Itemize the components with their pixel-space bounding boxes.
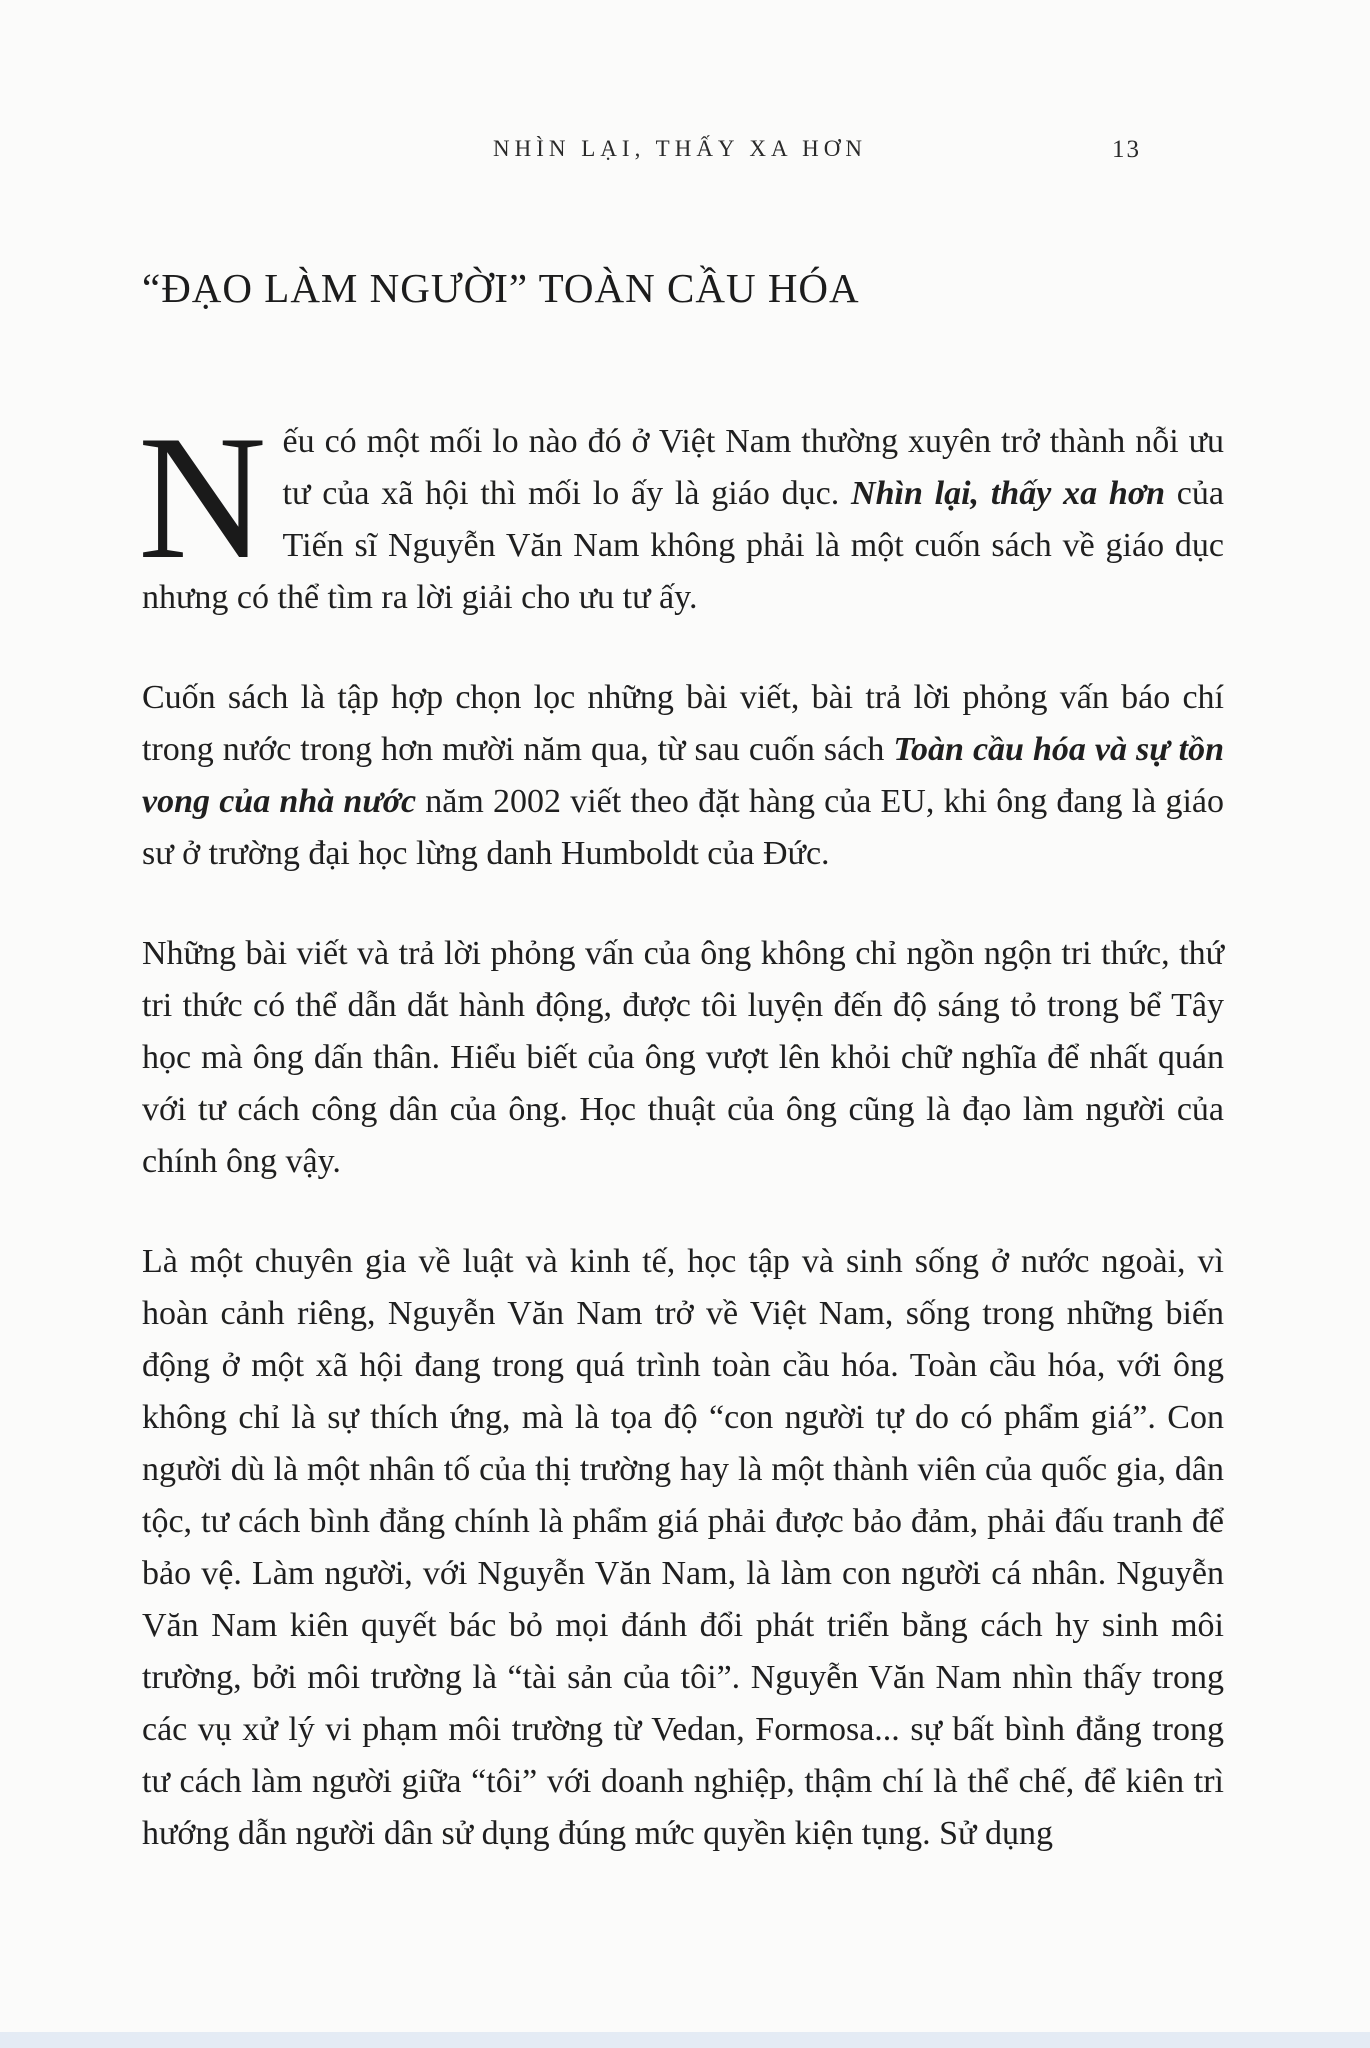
chapter-title: “ĐẠO LÀM NGƯỜI” TOÀN CẦU HÓA [142, 265, 860, 311]
book-title-italic: Nhìn lại, thấy xa hơn [851, 475, 1165, 512]
paragraph-2-text-a: Cuốn sách là tập hợp chọn lọc những bài viết, bài trả lời phỏng vấn báo chí trong nước trong hơn mười năm qua, từ sau cuốn sách [142, 679, 1224, 768]
scan-edge [0, 2032, 1370, 2048]
body-text [138, 398, 1224, 1908]
paragraph-1 [138, 398, 1224, 624]
paragraph-2 [142, 672, 1224, 880]
page-number: 13 [1112, 136, 1141, 163]
running-head [0, 136, 1370, 176]
paragraph-3: Những bài viết và trả lời phỏng vấn của ông không chỉ ngồn ngộn tri thức, thứ tri thức có thể dẫn dắt hành động, được tôi luyện đến độ sáng tỏ trong bể Tây học mà ông dấn thân. Hiểu biết của ông vượt lên khỏi chữ nghĩa để nhất quán với tư cách công dân của ông. Học thuật của ông cũng là đạo làm người của chính ông vậy. [142, 935, 1224, 1180]
running-head-title: NHÌN LẠI, THẤY XA HƠN [493, 136, 867, 161]
paragraph-1-text-b: của Tiến sĩ Nguyễn Văn Nam không phải là một cuốn sách về giáo dục nhưng có thể tìm ra lời giải cho ưu tư ấy. [142, 475, 1224, 616]
drop-cap: N [138, 398, 267, 596]
referenced-book-title-italic: Toàn cầu hóa và sự tồn vong của nhà nước [142, 731, 1224, 820]
paragraph-1-text-a: ếu có một mối lo nào đó ở Việt Nam thường xuyên trở thành nỗi ưu tư của xã hội thì mối lo ấy là giáo dục. [282, 423, 1224, 512]
paragraph-4: Là một chuyên gia về luật và kinh tế, học tập và sinh sống ở nước ngoài, vì hoàn cảnh riêng, Nguyễn Văn Nam trở về Việt Nam, sống trong những biến động ở một xã hội đang trong quá trình toàn cầu hóa. Toàn cầu hóa, với ông không chỉ là sự thích ứng, mà là tọa độ “con người tự do có phẩm giá”. Con người dù là một nhân tố của thị trường hay là một thành viên của quốc gia, dân tộc, tư cách bình đẳng chính là phẩm giá phải được bảo đảm, phải đấu tranh để bảo vệ. Làm người, với Nguyễn Văn Nam, là làm con người cá nhân. Nguyễn Văn Nam kiên quyết bác bỏ mọi đánh đổi phát triển bằng cách hy sinh môi trường, bởi môi trường là “tài sản của tôi”. Nguyễn Văn Nam nhìn thấy trong các vụ xử lý vi phạm môi trường từ Vedan, Formosa... sự bất bình đẳng trong tư cách làm người giữa “tôi” với doanh nghiệp, thậm chí là thể chế, để kiên trì hướng dẫn người dân sử dụng đúng mức quyền kiện tụng. Sử dụng [142, 1243, 1224, 1852]
paragraph-2-text-b: năm 2002 viết theo đặt hàng của EU, khi ông đang là giáo sư ở trường đại học lừng danh Humboldt của Đức. [142, 783, 1224, 872]
